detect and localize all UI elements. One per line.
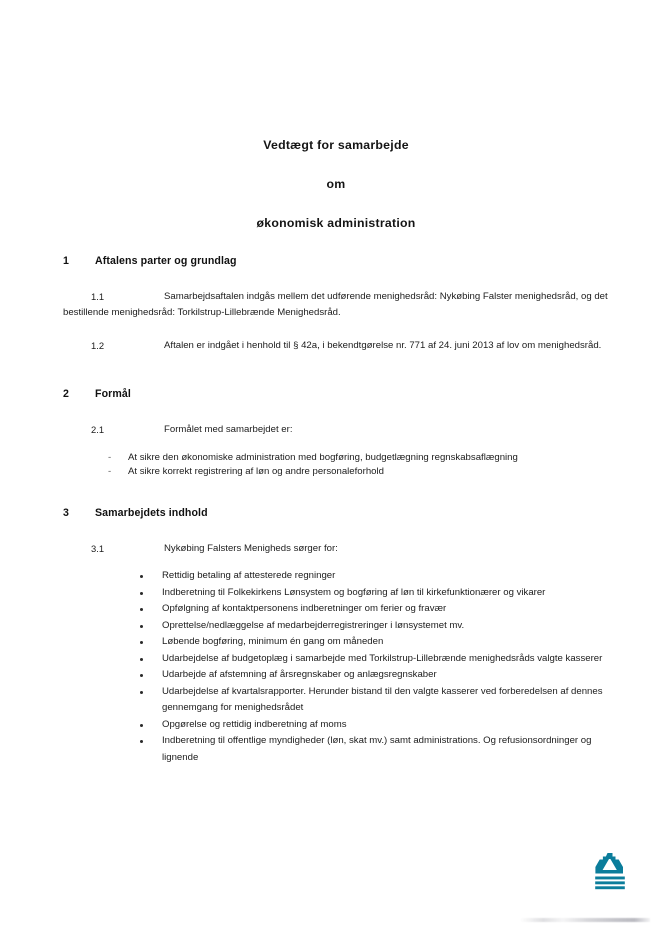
list-item xyxy=(135,568,617,585)
list-item xyxy=(135,684,617,717)
list-item-text: Indberetning til Folkekirkens Lønsystem og bogføring af løn til kirkefunktionærer og vikarer xyxy=(162,586,546,598)
list-item xyxy=(106,465,612,479)
list-item xyxy=(106,451,612,465)
clause-3-1 xyxy=(0,541,672,557)
document-title-line-2: om xyxy=(326,176,346,191)
list-item-text: At sikre korrekt registrering af løn og andre personaleforhold xyxy=(128,466,384,478)
document-title-line-1: Vedtægt for samarbejde xyxy=(263,138,409,152)
round-bullet-icon xyxy=(140,674,143,677)
list-item-text: Udarbejde af afstemning af årsregnskaber og anlægsregnskaber xyxy=(162,669,437,681)
clause-1-2-text: Aftalen er indgået i henhold til § 42a, i bekendtgørelse nr. 771 af 24. juni 2013 af lov om menighedsråd. xyxy=(164,340,602,352)
list-item-text: Oprettelse/nedlæggelse af medarbejderregistreringer i lønsystemet mv. xyxy=(162,619,465,631)
list-item-text: Indberetning til offentlige myndigheder (løn, skat mv.) samt administrations. Og refusionsordninger og lignende xyxy=(162,735,592,763)
list-item-text: At sikre den økonomiske administration med bogføring, budgetlægning regnskabsaflægning xyxy=(128,452,518,464)
dash-bullet-icon: - xyxy=(108,452,112,464)
list-item xyxy=(135,634,617,651)
clause-2-1 xyxy=(0,422,672,438)
section-2-number: 2 xyxy=(63,387,69,400)
section-1-heading-text: Aftalens parter og grundlag xyxy=(95,255,237,267)
dash-bullet-icon: - xyxy=(108,466,112,478)
section-2-dash-list xyxy=(0,451,672,479)
section-1 xyxy=(0,255,672,354)
list-item xyxy=(135,618,617,635)
church-stamp-logo-icon xyxy=(588,850,632,894)
list-item xyxy=(135,651,617,668)
list-item-text: Opgørelse og rettidig indberetning af moms xyxy=(162,718,347,730)
scan-smudge-artifact xyxy=(520,918,650,922)
clause-1-1-number: 1.1 xyxy=(91,291,105,302)
section-2 xyxy=(0,388,672,479)
section-1-heading xyxy=(0,255,672,267)
clause-1-1-text: Samarbejdsaftalen indgås mellem det udførende menighedsråd: Nykøbing Falster menighedsråd, og det bestillende menighedsråd: Torkilstrup-Lillebrænde Menighedsråd. xyxy=(63,291,608,318)
round-bullet-icon xyxy=(140,691,143,694)
round-bullet-icon xyxy=(140,592,143,595)
list-item xyxy=(135,667,617,684)
round-bullet-icon xyxy=(140,575,143,578)
document-body xyxy=(0,255,672,766)
list-item-text: Udarbejdelse af budgetoplæg i samarbejde med Torkilstrup-Lillebrænde menighedsråds valgte kasserer xyxy=(162,652,603,664)
clause-2-1-text: Formålet med samarbejdet er: xyxy=(164,423,293,435)
list-item xyxy=(135,601,617,618)
section-3-heading xyxy=(0,507,672,519)
round-bullet-icon xyxy=(140,641,143,644)
section-3 xyxy=(0,507,672,767)
round-bullet-icon xyxy=(140,724,143,727)
list-item-text: Rettidig betaling af attesterede regninger xyxy=(162,570,336,582)
list-item-text: Udarbejdelse af kvartalsrapporter. Herunder bistand til den valgte kasserer ved forberedelsen af dennes gennemgang for menighedsrådet xyxy=(162,685,603,714)
round-bullet-icon xyxy=(140,658,143,661)
clause-2-1-number: 2.1 xyxy=(91,423,105,435)
clause-3-1-number: 3.1 xyxy=(91,542,105,554)
section-3-heading-text: Samarbejdets indhold xyxy=(95,506,208,519)
list-item-text: Opfølgning af kontaktpersonens indberetninger om ferier og fravær xyxy=(162,603,447,615)
section-3-number: 3 xyxy=(63,506,69,519)
list-item xyxy=(135,585,617,602)
round-bullet-icon xyxy=(140,608,143,611)
document-title-line-3: økonomisk administration xyxy=(256,215,416,230)
section-2-heading-text: Formål xyxy=(95,387,131,400)
clause-1-2 xyxy=(0,338,672,354)
section-2-heading xyxy=(0,388,672,400)
round-bullet-icon xyxy=(140,740,143,743)
list-item-text: Løbende bogføring, minimum én gang om måneden xyxy=(162,636,384,648)
document-title-block xyxy=(0,138,672,230)
clause-3-1-text: Nykøbing Falsters Menigheds sørger for: xyxy=(164,542,338,554)
section-1-number: 1 xyxy=(63,255,69,267)
section-3-bullet-list xyxy=(0,568,672,766)
round-bullet-icon xyxy=(140,625,143,628)
list-item xyxy=(135,717,617,734)
clause-1-2-number: 1.2 xyxy=(91,340,105,352)
clause-1-1 xyxy=(0,289,672,320)
list-item xyxy=(135,733,617,766)
